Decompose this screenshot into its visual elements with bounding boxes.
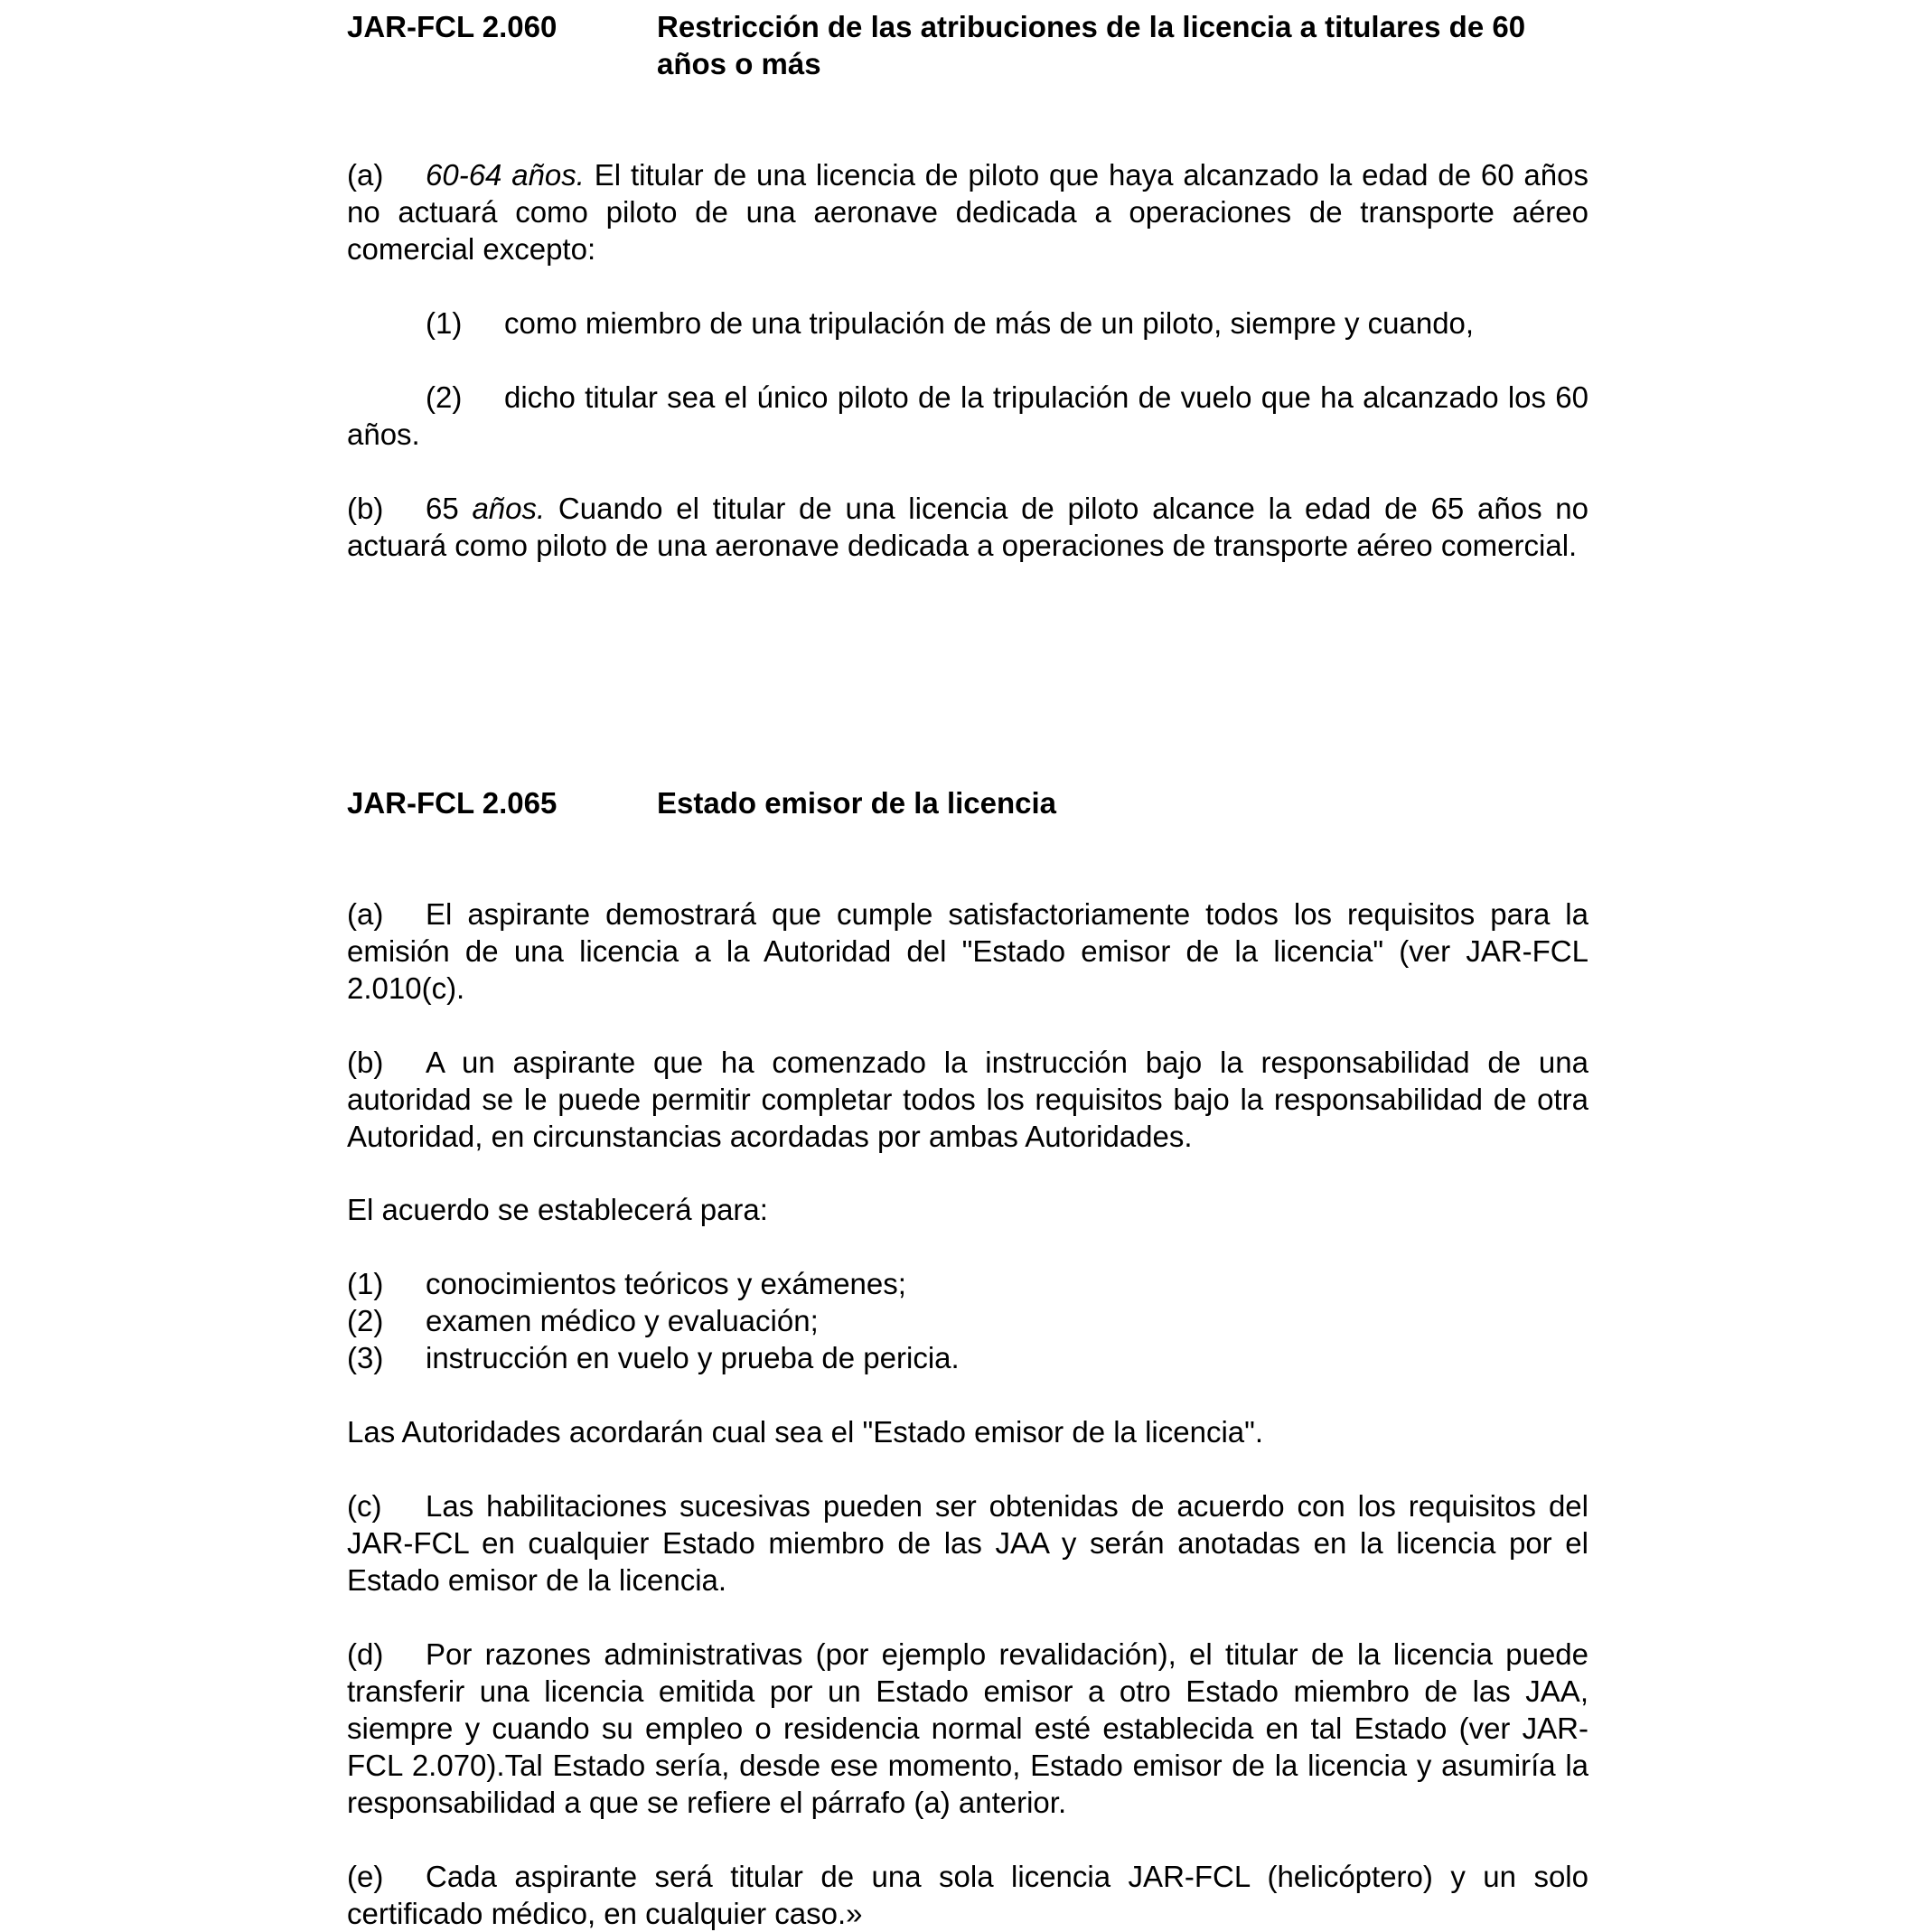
section-code: JAR-FCL 2.065 <box>347 786 558 820</box>
paragraph-text: El titular de una licencia de piloto que haya alcanzado la edad de 60 años no actuará como piloto de una aeronave dedicada a operaciones de transporte aéreo comercial excepto: <box>347 158 1588 266</box>
section-heading-2065 <box>347 784 1588 821</box>
paragraph-a-2065 <box>347 896 1588 1007</box>
agreement-list <box>347 1265 1588 1376</box>
paragraph-c-2065 <box>347 1487 1588 1599</box>
paragraph-d-2065 <box>347 1636 1588 1821</box>
list-item <box>347 1339 1588 1376</box>
subparagraph-1-2060 <box>347 305 1588 342</box>
paragraph-label: (d) <box>347 1637 384 1671</box>
section-code: JAR-FCL 2.060 <box>347 10 558 43</box>
list-item-label: (3) <box>347 1341 384 1374</box>
list-item-label: (2) <box>347 1304 384 1337</box>
subparagraph-text: como miembro de una tripulación de más de un piloto, siempre y cuando, <box>504 306 1475 340</box>
paragraph-b-2060 <box>347 490 1588 564</box>
list-item-text: examen médico y evaluación; <box>426 1304 819 1337</box>
paragraph-label: (e) <box>347 1860 384 1893</box>
list-item-text: instrucción en vuelo y prueba de pericia. <box>426 1341 960 1374</box>
paragraph-prefix: 65 <box>426 492 473 525</box>
paragraph-text: Cuando el titular de una licencia de piloto alcance la edad de 65 años no actuará como piloto de una aeronave dedicada a operaciones de transporte aéreo comercial. <box>347 492 1589 562</box>
paragraph-text: El aspirante demostrará que cumple satisfactoriamente todos los requisitos para la emisión de una licencia a la Autoridad del "Estado emisor de la licencia" (ver JAR-FCL 2.010(c). <box>347 897 1588 1005</box>
paragraph-label: (a) <box>347 158 384 192</box>
list-item <box>347 1302 1588 1339</box>
paragraph-text: A un aspirante que ha comenzado la instrucción bajo la responsabilidad de una autoridad se le puede permitir completar todos los requisitos bajo la responsabilidad de otra Autoridad, en circunstancias acordadas por ambas Autoridades. <box>347 1046 1588 1153</box>
paragraph-label: (c) <box>347 1489 382 1523</box>
paragraph-text: Por razones administrativas (por ejemplo revalidación), el titular de la licencia puede transferir una licencia emitida por un Estado emisor a otro Estado miembro de las JAA, siempre y cuando su empleo o residencia normal esté establecida en tal Estado (ver JAR-FCL 2.070).Tal Estado sería, desde ese momento, Estado emisor de la licencia y asumiría la responsabilidad a que se refiere el párrafo (a) anterior. <box>347 1637 1588 1819</box>
subparagraph-2-2060 <box>347 379 1588 453</box>
section-title: Estado emisor de la licencia <box>657 786 1057 820</box>
paragraph-a-2060 <box>347 156 1588 267</box>
list-item-label: (1) <box>347 1267 384 1300</box>
paragraph-label: (b) <box>347 1046 384 1079</box>
paragraph-emphasis: años. <box>472 492 546 525</box>
paragraph-emphasis: 60-64 años. <box>426 158 585 192</box>
authorities-note: Las Autoridades acordarán cual sea el "Estado emisor de la licencia". <box>347 1415 1264 1449</box>
paragraph-label: (a) <box>347 897 384 931</box>
paragraph-e-2065 <box>347 1858 1588 1932</box>
subparagraph-text: dicho titular sea el único piloto de la tripulación de vuelo que ha alcanzado los 60 años. <box>347 380 1588 451</box>
paragraph-label: (b) <box>347 492 384 525</box>
subparagraph-label: (2) <box>426 380 463 414</box>
list-item <box>347 1265 1588 1302</box>
list-item-text: conocimientos teóricos y exámenes; <box>426 1267 906 1300</box>
subparagraph-label: (1) <box>426 306 463 340</box>
section-heading-2060 <box>347 8 1588 82</box>
section-title: Restricción de las atribuciones de la licencia a titulares de 60 años o más <box>657 10 1526 80</box>
paragraph-text: Cada aspirante será titular de una sola licencia JAR-FCL (helicóptero) y un solo certificado médico, en cualquier caso.» <box>347 1860 1588 1930</box>
paragraph-text: Las habilitaciones sucesivas pueden ser obtenidas de acuerdo con los requisitos del JAR-FCL en cualquier Estado miembro de las JAA y serán anotadas en la licencia por el Estado emisor de la licencia. <box>347 1489 1588 1597</box>
paragraph-b-2065 <box>347 1044 1588 1155</box>
agreement-intro: El acuerdo se establecerá para: <box>347 1193 768 1226</box>
